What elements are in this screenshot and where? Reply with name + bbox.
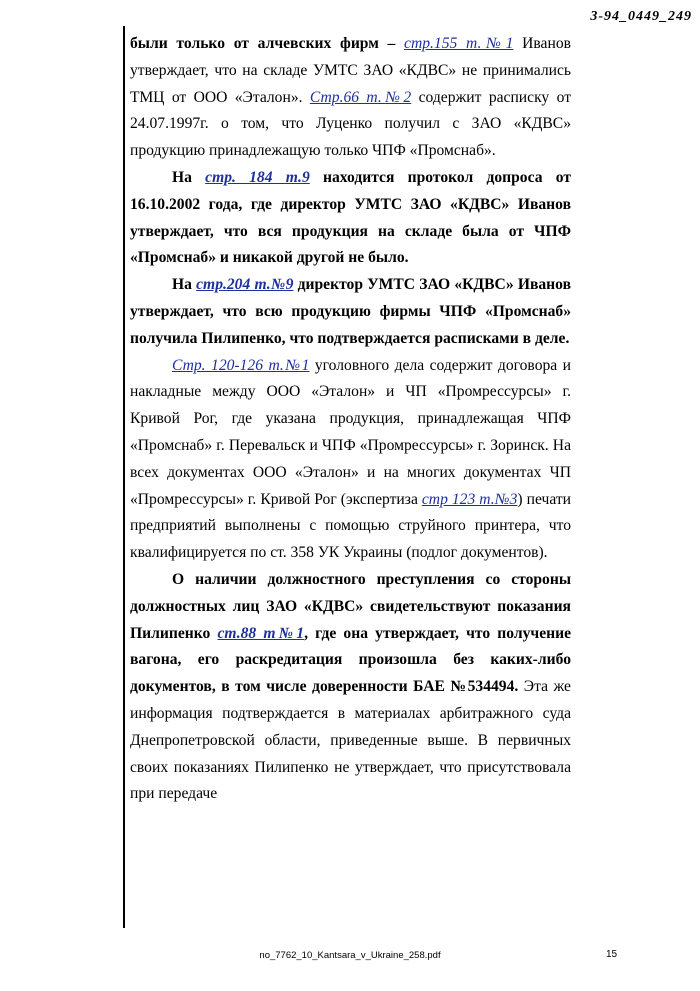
paragraph-1: [130, 31, 571, 165]
paragraph-4: [130, 353, 571, 567]
text: Иванов утверждает, что на складе УМТС ЗАО «КДВС» не принимались ТМЦ от ООО «Эталон».: [130, 35, 571, 106]
paragraph-3: [130, 272, 571, 352]
text: директор УМТС ЗАО «КДВС» Иванов утверждает, что всю продукцию фирмы ЧПФ «Промснаб» получила Пилипенко, что подтверждается расписками в деле.: [130, 276, 571, 347]
text-bold: О наличии должностного преступления со стороны должностных лиц ЗАО «КДВС» свидетельствуют показания Пилипенко: [130, 570, 571, 642]
case-reference-link[interactable]: Стр. 120-126 т.№1: [172, 356, 310, 374]
text: На: [172, 276, 197, 294]
text-bold: , где она утверждает, что получение вагона, его раскредитация произошла без каких-либо документов, в том числе доверенности БАЕ №534494.: [130, 624, 572, 696]
case-reference-link[interactable]: стр.204 т.№9: [196, 276, 294, 294]
case-reference-link[interactable]: ст.88 т№1: [217, 624, 305, 642]
text: Эта же информация подтверждается в материалах арбитражного суда Днепропетровской области, приведенные выше. В первичных своих показаниях Пилипенко не утверждает, что присутствовала при передаче: [130, 678, 571, 803]
text: содержит расписку от 24.07.1997г. о том, что Луценко получил с ЗАО «КДВС» продукцию принадлежащую только ЧПФ «Промснаб».: [130, 88, 572, 160]
text: уголовного дела содержит договора и накладные между ООО «Эталон» и ЧП «Промрессурсы» г. Кривой Рог, где указана продукция, принадлежащая ЧПФ «Промснаб» г. Перевальск и ЧПФ «Промрессурсы» г. Зоринск. На всех документах ООО «Эталон» и на многих документах ЧП «Промрессурсы» г. Кривой Рог (экспертиза: [130, 356, 571, 508]
document-code: 3-94_0449_249: [590, 9, 692, 24]
footer-filename: no_7762_10_Kantsara_v_Ukraine_258.pdf: [259, 950, 441, 961]
text: На: [172, 168, 206, 186]
paragraph-5: [130, 567, 571, 808]
text-bold: были только от алчевских фирм –: [130, 35, 405, 52]
text: ) печати предприятий выполнены с помощью струйного принтера, что квалифицируется по ст. 358 УК Украины (подлог документов).: [130, 490, 571, 562]
document-body: [130, 31, 571, 808]
case-reference-link[interactable]: стр 123 т.№3: [421, 490, 518, 508]
page-number: 15: [606, 949, 618, 960]
text: находится протокол допроса от 16.10.2002 года, где директор УМТС ЗАО «КДВС» Иванов утверждает, что вся продукция на складе была от ЧПФ «Промснаб» и никакой другой не было.: [130, 168, 571, 267]
case-reference-link[interactable]: Стр.66 т.№2: [309, 88, 412, 106]
left-margin-rule: [123, 26, 125, 928]
paragraph-2: [130, 165, 571, 272]
case-reference-link[interactable]: стр. 184 т.9: [205, 168, 310, 186]
case-reference-link[interactable]: стр.155 т.№1: [404, 35, 514, 52]
